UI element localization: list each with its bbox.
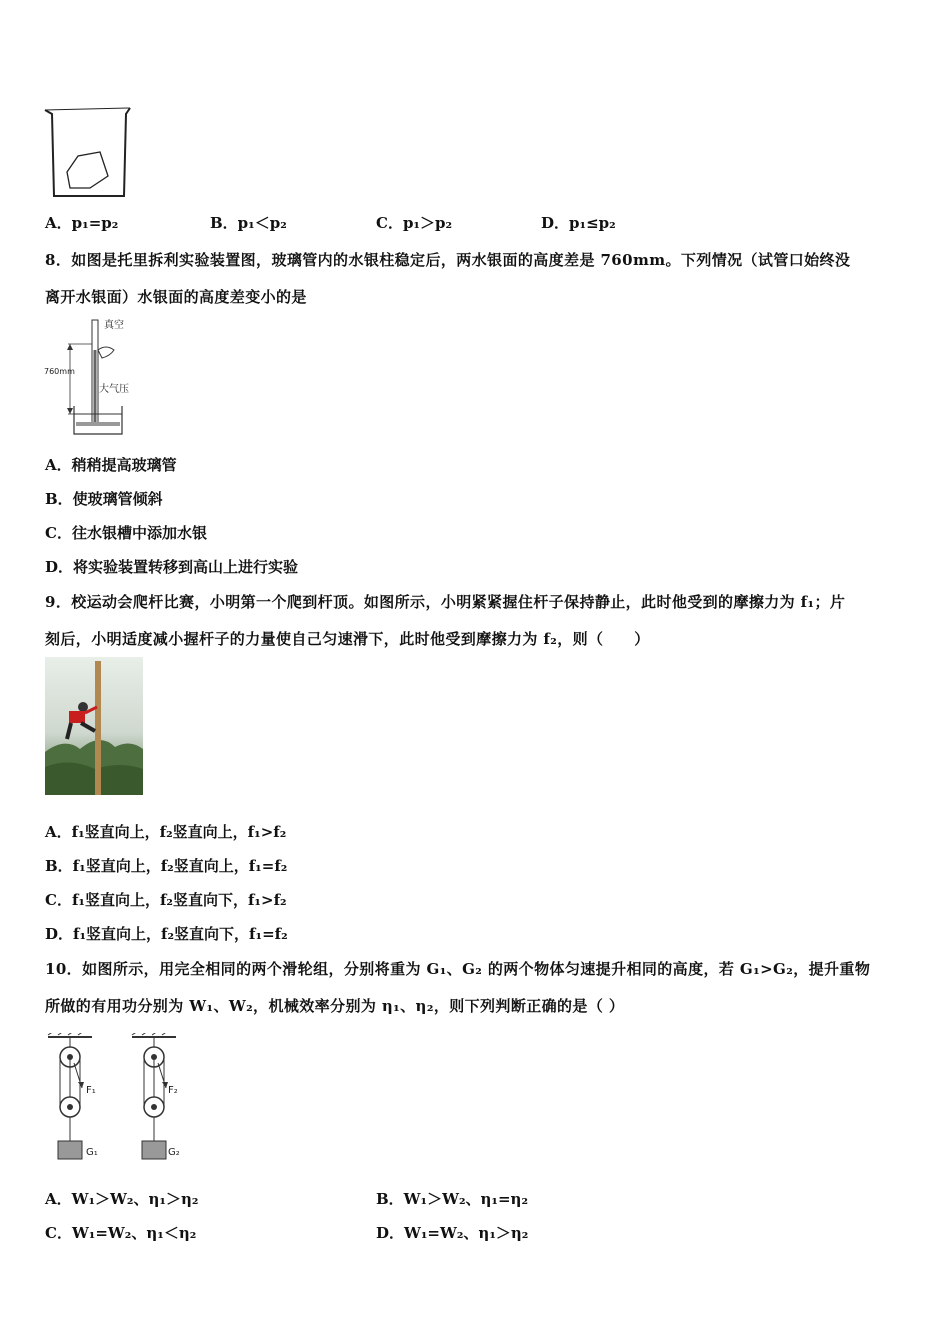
q7-option-d[interactable]: D．p₁≤p₂ bbox=[541, 214, 616, 232]
q8-text-line1: 8．如图是托里拆利实验装置图，玻璃管内的水银柱稳定后，两水银面的高度差是 760mm。下列情况（试管口始终没 bbox=[45, 251, 851, 269]
pulley-system-2 bbox=[132, 1033, 180, 1159]
pole-climbing-photo bbox=[45, 657, 143, 795]
label-f2: F₂ bbox=[168, 1085, 178, 1096]
q10-option-d[interactable]: D．W₁=W₂、η₁＞η₂ bbox=[376, 1224, 529, 1242]
label-vacuum: 真空 bbox=[104, 320, 124, 331]
label-g2: G₂ bbox=[168, 1147, 180, 1158]
block-shape bbox=[67, 152, 108, 188]
label-g1: G₁ bbox=[86, 1147, 98, 1158]
q8-option-c[interactable]: C．往水银槽中添加水银 bbox=[45, 524, 207, 542]
q9-text-line2: 刻后，小明适度减小握杆子的力量使自己匀速滑下，此时他受到摩擦力为 f₂，则（ ） bbox=[45, 630, 650, 648]
q10-option-b[interactable]: B．W₁＞W₂、η₁=η₂ bbox=[376, 1190, 529, 1208]
q10-option-a[interactable]: A．W₁＞W₂、η₁＞η₂ bbox=[45, 1190, 199, 1208]
q10-option-c[interactable]: C．W₁=W₂、η₁＜η₂ bbox=[45, 1224, 197, 1242]
pulley-systems-figure bbox=[44, 1033, 194, 1165]
torricelli-figure bbox=[44, 314, 136, 440]
q10-text-line2: 所做的有用功分别为 W₁、W₂，机械效率分别为 η₁、η₂，则下列判断正确的是（ ） bbox=[45, 997, 625, 1015]
pulley-system-1 bbox=[48, 1033, 98, 1159]
q9-option-b[interactable]: B．f₁竖直向上，f₂竖直向上，f₁=f₂ bbox=[45, 857, 288, 875]
q8-option-b[interactable]: B．使玻璃管倾斜 bbox=[45, 490, 163, 508]
q9-text-line1: 9．校运动会爬杆比赛，小明第一个爬到杆顶。如图所示，小明紧紧握住杆子保持静止，此时他受到的摩擦力为 f₁；片 bbox=[45, 593, 846, 611]
q7-option-c[interactable]: C．p₁＞p₂ bbox=[376, 214, 453, 232]
beaker-figure bbox=[42, 104, 134, 200]
q9-option-d[interactable]: D．f₁竖直向上，f₂竖直向下，f₁=f₂ bbox=[45, 925, 288, 943]
q8-text-line2: 离开水银面）水银面的高度差变小的是 bbox=[45, 288, 307, 306]
q7-option-b[interactable]: B．p₁＜p₂ bbox=[210, 214, 287, 232]
label-atmospheric-pressure: 大气压 bbox=[99, 384, 129, 395]
q9-option-c[interactable]: C．f₁竖直向上，f₂竖直向下，f₁>f₂ bbox=[45, 891, 287, 909]
label-f1: F₁ bbox=[86, 1085, 96, 1096]
q7-option-a[interactable]: A．p₁=p₂ bbox=[45, 214, 119, 232]
q9-option-a[interactable]: A．f₁竖直向上，f₂竖直向上，f₁>f₂ bbox=[45, 823, 287, 841]
q10-text-line1: 10．如图所示，用完全相同的两个滑轮组，分别将重为 G₁、G₂ 的两个物体匀速提升相同的高度，若 G₁>G₂，提升重物 bbox=[45, 960, 871, 978]
q8-option-d[interactable]: D．将实验装置转移到高山上进行实验 bbox=[45, 558, 299, 576]
label-760mm: 760mm bbox=[44, 367, 75, 376]
q8-option-a[interactable]: A．稍稍提高玻璃管 bbox=[45, 456, 177, 474]
